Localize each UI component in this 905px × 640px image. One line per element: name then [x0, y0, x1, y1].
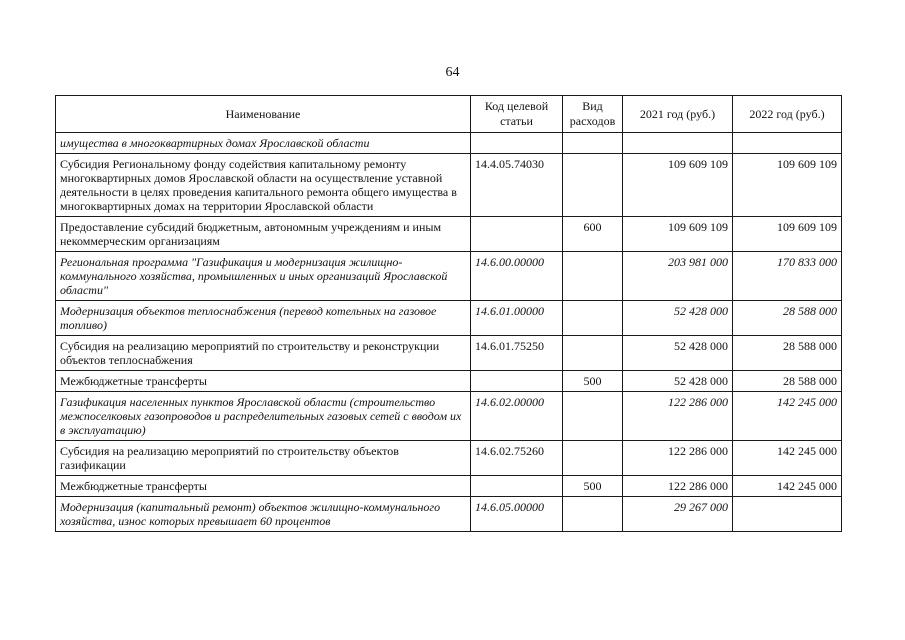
- row-type: 500: [563, 371, 623, 392]
- row-code: 14.6.00.00000: [471, 252, 563, 301]
- row-amount-2022: 170 833 000: [733, 252, 842, 301]
- row-amount-2021: 122 286 000: [623, 441, 733, 476]
- row-name: Субсидия на реализацию мероприятий по строительству объектов газификации: [56, 441, 471, 476]
- page-number: 64: [445, 65, 460, 80]
- row-type: [563, 336, 623, 371]
- row-amount-2022: 28 588 000: [733, 336, 842, 371]
- row-name: Модернизация объектов теплоснабжения (перевод котельных на газовое топливо): [56, 301, 471, 336]
- row-type: [563, 392, 623, 441]
- column-header-type: Вид расходов: [563, 96, 623, 133]
- table-row: [56, 336, 842, 371]
- row-amount-2021: 122 286 000: [623, 392, 733, 441]
- row-amount-2021: 122 286 000: [623, 476, 733, 497]
- table-row: [56, 497, 842, 532]
- row-name: Модернизация (капитальный ремонт) объектов жилищно-коммунального хозяйства, износ которых превышает 60 процентов: [56, 497, 471, 532]
- table-row: [56, 154, 842, 217]
- row-amount-2022: [733, 497, 842, 532]
- column-header-code: Код целевой статьи: [471, 96, 563, 133]
- row-name: Предоставление субсидий бюджетным, автономным учреждениям и иным некоммерческим организациям: [56, 217, 471, 252]
- row-amount-2021: 52 428 000: [623, 371, 733, 392]
- column-header-name: Наименование: [56, 96, 471, 133]
- column-header-year-2022: 2022 год (руб.): [733, 96, 842, 133]
- row-code: [471, 133, 563, 154]
- row-name: Межбюджетные трансферты: [56, 371, 471, 392]
- row-type: [563, 252, 623, 301]
- row-code: 14.6.01.00000: [471, 301, 563, 336]
- row-type: [563, 133, 623, 154]
- row-name: Субсидия Региональному фонду содействия капитальному ремонту многоквартирных домов Ярославской области на осуществление уставной деятельности в целях проведения капитального ремонта общего имущества в многоквартирных домах на территории Ярославской области: [56, 154, 471, 217]
- row-name: имущества в многоквартирных домах Ярославской области: [56, 133, 471, 154]
- row-code: 14.4.05.74030: [471, 154, 563, 217]
- row-amount-2021: 109 609 109: [623, 154, 733, 217]
- row-amount-2022: 109 609 109: [733, 154, 842, 217]
- row-amount-2022: 142 245 000: [733, 476, 842, 497]
- row-amount-2022: 28 588 000: [733, 371, 842, 392]
- row-amount-2022: [733, 133, 842, 154]
- table-row: [56, 392, 842, 441]
- row-amount-2021: 52 428 000: [623, 301, 733, 336]
- row-code: [471, 217, 563, 252]
- row-code: [471, 371, 563, 392]
- table-row: [56, 252, 842, 301]
- row-type: [563, 154, 623, 217]
- row-amount-2022: 142 245 000: [733, 441, 842, 476]
- table-row: [56, 301, 842, 336]
- row-type: 500: [563, 476, 623, 497]
- row-type: [563, 497, 623, 532]
- row-type: [563, 301, 623, 336]
- row-type: [563, 441, 623, 476]
- row-amount-2022: 142 245 000: [733, 392, 842, 441]
- row-amount-2022: 28 588 000: [733, 301, 842, 336]
- row-code: 14.6.02.75260: [471, 441, 563, 476]
- table-row: [56, 217, 842, 252]
- column-header-year-2021: 2021 год (руб.): [623, 96, 733, 133]
- row-name: Региональная программа "Газификация и модернизация жилищно-коммунального хозяйства, промышленных и иных организаций Ярославской области": [56, 252, 471, 301]
- row-code: [471, 476, 563, 497]
- row-amount-2021: 52 428 000: [623, 336, 733, 371]
- row-code: 14.6.02.00000: [471, 392, 563, 441]
- row-name: Межбюджетные трансферты: [56, 476, 471, 497]
- row-amount-2021: [623, 133, 733, 154]
- row-amount-2021: 203 981 000: [623, 252, 733, 301]
- row-amount-2021: 109 609 109: [623, 217, 733, 252]
- table-row: [56, 133, 842, 154]
- row-name: Субсидия на реализацию мероприятий по строительству и реконструкции объектов теплоснабжения: [56, 336, 471, 371]
- row-code: 14.6.01.75250: [471, 336, 563, 371]
- row-amount-2022: 109 609 109: [733, 217, 842, 252]
- table-row: [56, 371, 842, 392]
- row-amount-2021: 29 267 000: [623, 497, 733, 532]
- row-code: 14.6.05.00000: [471, 497, 563, 532]
- row-type: 600: [563, 217, 623, 252]
- table-header-row: [56, 96, 842, 133]
- row-name: Газификация населенных пунктов Ярославской области (строительство межпоселковых газопроводов и распределительных газовых сетей с вводом их в эксплуатацию): [56, 392, 471, 441]
- table-row: [56, 476, 842, 497]
- table-row: [56, 441, 842, 476]
- budget-table: [55, 95, 842, 532]
